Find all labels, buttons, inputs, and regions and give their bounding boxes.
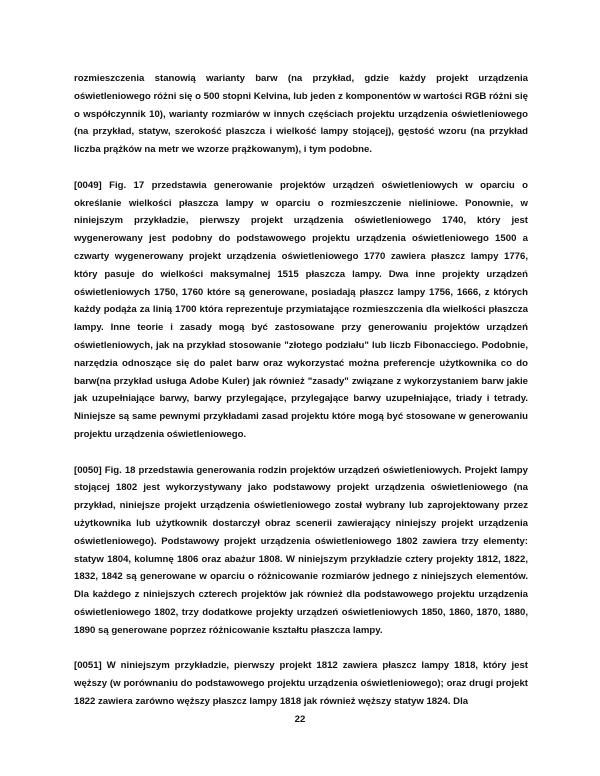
paragraph-0049: [0049] Fig. 17 przedstawia generowanie projektów urządzeń oświetleniowych w oparciu o określanie wielkości płaszcza lampy w oparciu o rozmieszczenie nieliniowe. Ponownie, w niniejszym przykładzie, pierwszy projekt urządzenia oświetleniowego 1740, który jest wygenerowany jest podobny do podstawowego projektu urządzenia oświetleniowego 1500 a czwarty wygenerowany projekt urządzenia oświetleniowego 1770 zawiera płaszcz lampy 1776, który pasuje do wielkości maksymalnej 1515 płaszcza lampy. Dwa inne projekty urządzeń oświetleniowych 1750, 1760 które są generowane, posiadają płaszcz lampy 1756, 1666, z których każdy podąża za linią 1700 która reprezentuje przymiatające rozmieszczenia dla wielkości płaszcza lampy. Inne teorie i zasady mogą być zastosowane przy generowaniu projektów urządzeń oświetleniowych, jak na przykład stosowanie "złotego podziału" lub liczb Fibonacciego. Podobnie, narzędzia odnoszące się do palet barw oraz wykorzystać można preferencje użytkownika co do barw(na przykład usługa Adobe Kuler) jak również "zasady" związane z wykorzystaniem barw jakie jak uzupełniające barwy, barwy przylegające, przylegające barwy uzupełniające, triady i tetrady. Niniejsze są same pewnymi przykładami zasad projektu które mogą być stosowane w generowaniu projektu urządzenia oświetleniowego.	[74, 179, 528, 440]
paragraph-continuation: rozmieszczenia stanowią warianty barw (na przykład, gdzie każdy projekt urządzenia oświetleniowego różni się o 500 stopni Kelvina, lub jeden z komponentów w wartości RGB różni się o współczynnik 10), warianty rozmiarów w innych częściach projektu urządzenia oświetleniowego (na przykład, statyw, szerokość plaszcza i wielkość lampy stojącej), gęstość wzoru (na przykład liczba prążków na metr we wzorze prążkowanym), i tym podobne.	[74, 73, 528, 156]
page-number: 22	[294, 714, 306, 725]
paragraph-0050: [0050] Fig. 18 przedstawia generowania rodzin projektów urządzeń oświetleniowych. Projekt lampy stojącej 1802 jest wykorzystywany jako podstawowy projekt urządzenia oświetleniowego (na przykład, niniejsze projekt urządzenia oświetleniowego został wybrany lub zaprojektowany przez użytkownika lub użytkownik dostarczył obraz scenerii zawierający niniejszy projekt urządzenia oświetleniowego). Podstawowy projekt urządzenia oświetleniowego 1802 zawiera trzy elementy: statyw 1804, kolumnę 1806 oraz abażur 1808. W niniejszym przykładzie cztery projekty 1812, 1822, 1832, 1842 są generowane w oparciu o różnicowanie rozmiarów jednego z niniejszych elementów. Dla każdego z niniejszych czterech projektów jak również dla podstawowego projektu urządzenia oświetleniowego 1802, trzy dodatkowe projekty urządzeń oświetleniowych 1850, 1860, 1870, 1880, 1890 są generowane poprzez różnicowanie kształtu płaszcza lampy.	[74, 464, 528, 636]
paragraph-0051: [0051] W niniejszym przykładzie, pierwszy projekt 1812 zawiera płaszcz lampy 1818, który jest węższy (w porównaniu do podstawowego projektu urządzenia oświetleniowego); oraz drugi projekt 1822 zawiera zarówno węższy płaszcz lampy 1818 jak również węższy statyw 1824. Dla	[74, 660, 528, 707]
body-text	[74, 70, 528, 728]
